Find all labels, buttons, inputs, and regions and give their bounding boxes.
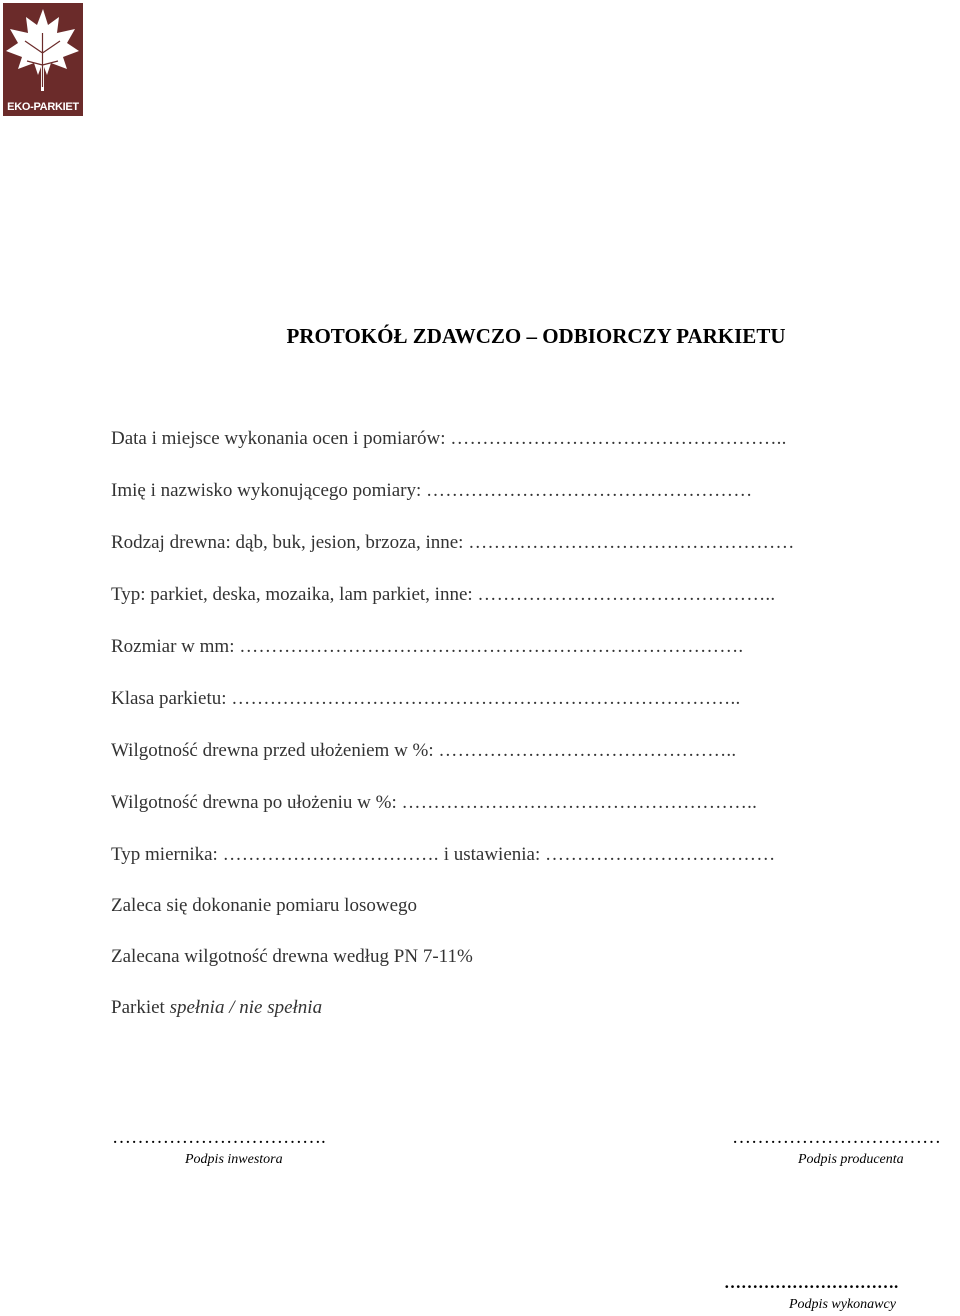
company-logo <box>3 3 83 116</box>
field-class <box>111 688 740 710</box>
field-dots: …………………………………………… <box>426 480 753 501</box>
verdict-options: spełnia / nie spełnia <box>169 997 323 1018</box>
verdict-prefix: Parkiet <box>111 997 170 1018</box>
logo-text: EKO-PARKIET <box>7 101 79 113</box>
producer-signature-line: …………………………… <box>732 1127 941 1148</box>
field-meter <box>111 844 775 866</box>
field-floor-type <box>111 584 775 606</box>
field-dots: …………………………………………….. <box>450 428 787 449</box>
field-label: Data i miejsce wykonania ocen i pomiarów: <box>111 428 446 449</box>
note-recommended-moisture: Zalecana wilgotność drewna według PN 7-11% <box>111 946 473 967</box>
settings-dots: ……………………………… <box>545 844 776 865</box>
maple-leaf-icon <box>3 3 83 98</box>
field-label: Klasa parkietu: <box>111 688 227 709</box>
document-title: PROTOKÓŁ ZDAWCZO – ODBIORCZY PARKIETU <box>286 324 786 348</box>
meter-label: Typ miernika: <box>111 844 218 865</box>
contractor-signature-line: …………………………. <box>724 1273 899 1292</box>
field-dots: …………………………………………………………………….. <box>231 688 741 709</box>
investor-signature-line: ……………………………. <box>112 1127 326 1148</box>
field-dots: ……………………………………………………………………. <box>239 636 744 657</box>
field-label: Imię i nazwisko wykonującego pomiary: <box>111 480 422 501</box>
field-moisture-after <box>111 792 757 814</box>
field-dots: ……………………………………….. <box>438 740 737 761</box>
field-label: Rozmiar w mm: <box>111 636 235 657</box>
field-dots: ……………………………………………….. <box>401 792 758 813</box>
field-name <box>111 480 752 502</box>
field-label: Wilgotność drewna przed ułożeniem w %: <box>111 740 434 761</box>
field-dots: …………………………………………… <box>468 532 795 553</box>
field-label: Typ: parkiet, deska, mozaika, lam parkiet, inne: <box>111 584 473 605</box>
field-date-place <box>111 428 787 450</box>
producer-signature-label: Podpis producenta <box>798 1152 904 1167</box>
field-size <box>111 636 743 658</box>
note-random-measure: Zaleca się dokonanie pomiaru losowego <box>111 895 418 916</box>
field-moisture-before <box>111 740 736 762</box>
meter-dots: ……………………………. <box>222 844 444 865</box>
verdict <box>111 997 322 1019</box>
contractor-signature-label: Podpis wykonawcy <box>789 1297 896 1312</box>
investor-signature-label: Podpis inwestora <box>185 1152 283 1167</box>
settings-label: i ustawienia: <box>443 844 541 865</box>
field-dots: ……………………………………….. <box>477 584 776 605</box>
field-label: Wilgotność drewna po ułożeniu w %: <box>111 792 397 813</box>
field-label: Rodzaj drewna: dąb, buk, jesion, brzoza, inne: <box>111 532 464 553</box>
field-wood-type <box>111 532 795 554</box>
